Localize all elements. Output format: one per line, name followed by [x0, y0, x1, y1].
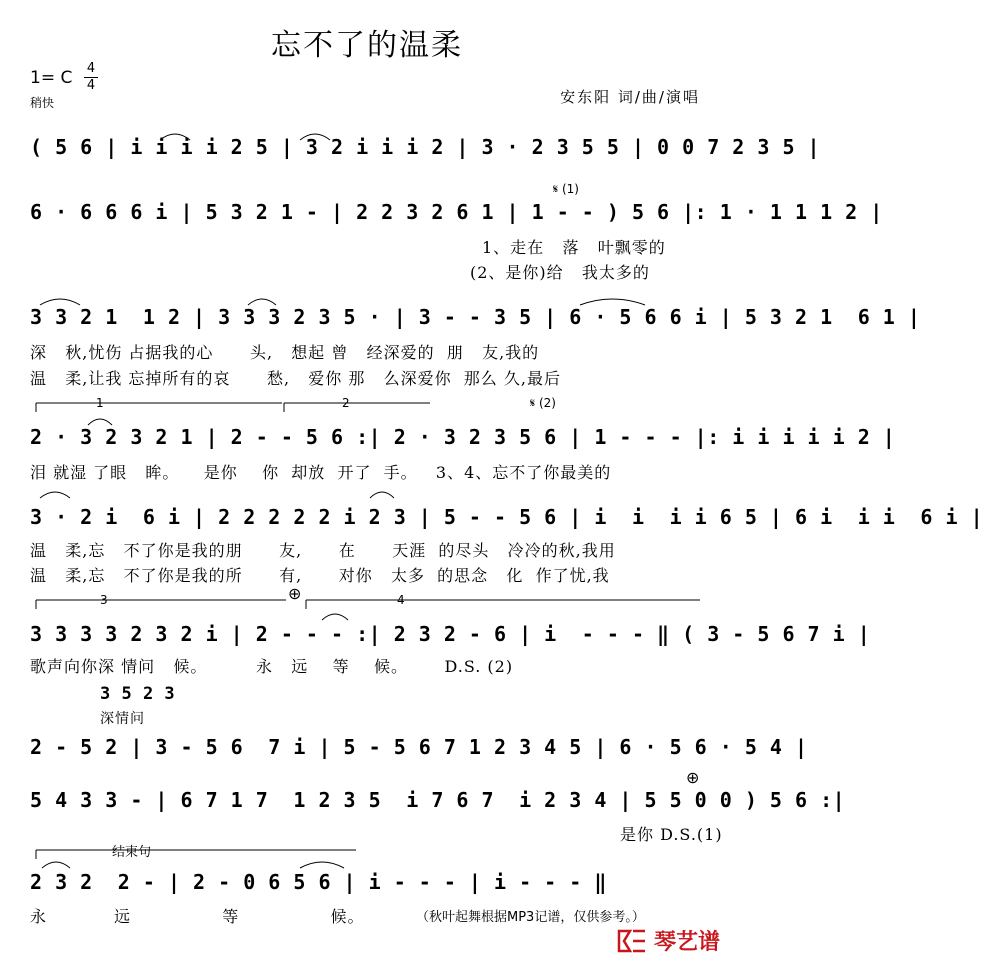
ending-label: 结束句	[112, 845, 152, 860]
credit-line: 安东阳 词/曲/演唱	[560, 88, 700, 106]
volta-1-label: 1	[96, 396, 104, 410]
lyric-row-6: 歌声向你深 情问 候。 永 远 等 候。 D.S. (2)	[30, 657, 514, 676]
lyric-row-4: 泪 就湿 了眼 眸。 是你 你 却放 开了 手。 3、4、忘不了你最美的	[30, 463, 612, 482]
lyric-row-9: 永 远 等 候。	[30, 907, 365, 926]
lyric-row-5-verse-1: 温 柔,忘 不了你是我的朋 友, 在 天涯 的尽头 冷冷的秋,我用	[30, 541, 616, 560]
score-row-9: 2 3 2 2 - | 2 - 0 6 5 6 | i - - - | i - - - ‖	[30, 870, 607, 894]
score-row-1: ( 5 6 | i i i i 2 5 | 3 2 i i i 2 | 3 · 2 3 5 5 | 0 0 7 2 3 5 |	[30, 135, 821, 159]
tempo-marking: 稍快	[30, 96, 55, 110]
lyric-ossia: 深情问	[100, 711, 145, 727]
lyric-row-2-verse-2: (2、是你)给 我太多的	[470, 263, 650, 282]
score-row-5: 3 · 2 i 6 i | 2 2 2 2 2 i 2 3 | 5 - - 5 6 | i i i i 6 5 | 6 i i i 6 i |	[30, 505, 983, 529]
coda-icon: ⊕	[288, 584, 302, 603]
lyric-row-3-verse-2: 温 柔,让我 忘掉所有的哀 愁, 爱你 那 么深爱你 那么 久,最后	[30, 369, 561, 388]
score-row-4: 2 · 3 2 3 2 1 | 2 - - 5 6 :| 2 · 3 2 3 5 6 | 1 - - - |: i i i i i 2 |	[30, 425, 896, 449]
coda-icon-2: ⊕	[686, 768, 700, 787]
score-ossia: 3 5 2 3	[100, 684, 176, 704]
lyric-row-8: 是你 D.S.(1)	[620, 825, 723, 844]
score-row-7: 2 - 5 2 | 3 - 5 6 7 i | 5 - 5 6 7 1 2 3 4 5 | 6 · 5 6 · 5 4 |	[30, 735, 808, 759]
logo-text: 琴艺谱	[653, 930, 720, 955]
time-bottom: 4	[86, 78, 96, 93]
key-signature: 1= C	[30, 68, 73, 88]
volta-3-label: 3	[100, 593, 108, 607]
lyric-row-5-verse-2: 温 柔,忘 不了你是我的所 有, 对你 太多 的思念 化 作了忧,我	[30, 566, 610, 585]
time-top: 4	[86, 61, 96, 76]
site-logo	[616, 925, 720, 956]
song-title: 忘不了的温柔	[271, 28, 463, 63]
lyric-row-2-verse-1: 1、走在 落 叶飘零的	[482, 238, 666, 257]
score-row-8: 5 4 3 3 - | 6 7 1 7 1 2 3 5 i 7 6 7 i 2 3 4 | 5 5 0 0 ) 5 6 :|	[30, 788, 846, 812]
score-row-3: 3 3 2 1 1 2 | 3 3 3 2 3 5 · | 3 - - 3 5 | 6 · 5 6 6 i | 5 3 2 1 6 1 |	[30, 305, 921, 329]
score-row-2: 6 · 6 6 6 i | 5 3 2 1 - | 2 2 3 2 6 1 | 1 - - ) 5 6 |: 1 · 1 1 1 2 |	[30, 200, 883, 224]
segno-mark-1: 𝄋 (1)	[553, 182, 579, 196]
volta-2-label: 2	[342, 396, 350, 410]
logo-icon	[616, 927, 648, 955]
score-row-6: 3 3 3 3 2 3 2 i | 2 - - - :| 2 3 2 - 6 | i - - - ‖ ( 3 - 5 6 7 i |	[30, 622, 871, 646]
segno-mark-2: 𝄋 (2)	[530, 396, 556, 410]
transcription-note: （秋叶起舞根据MP3记谱，仅供参考。）	[416, 910, 645, 925]
lyric-row-3-verse-1: 深 秋,忧伤 占据我的心 头, 想起 曾 经深爱的 朋 友,我的	[30, 343, 540, 362]
volta-4-label: 4	[397, 593, 405, 607]
